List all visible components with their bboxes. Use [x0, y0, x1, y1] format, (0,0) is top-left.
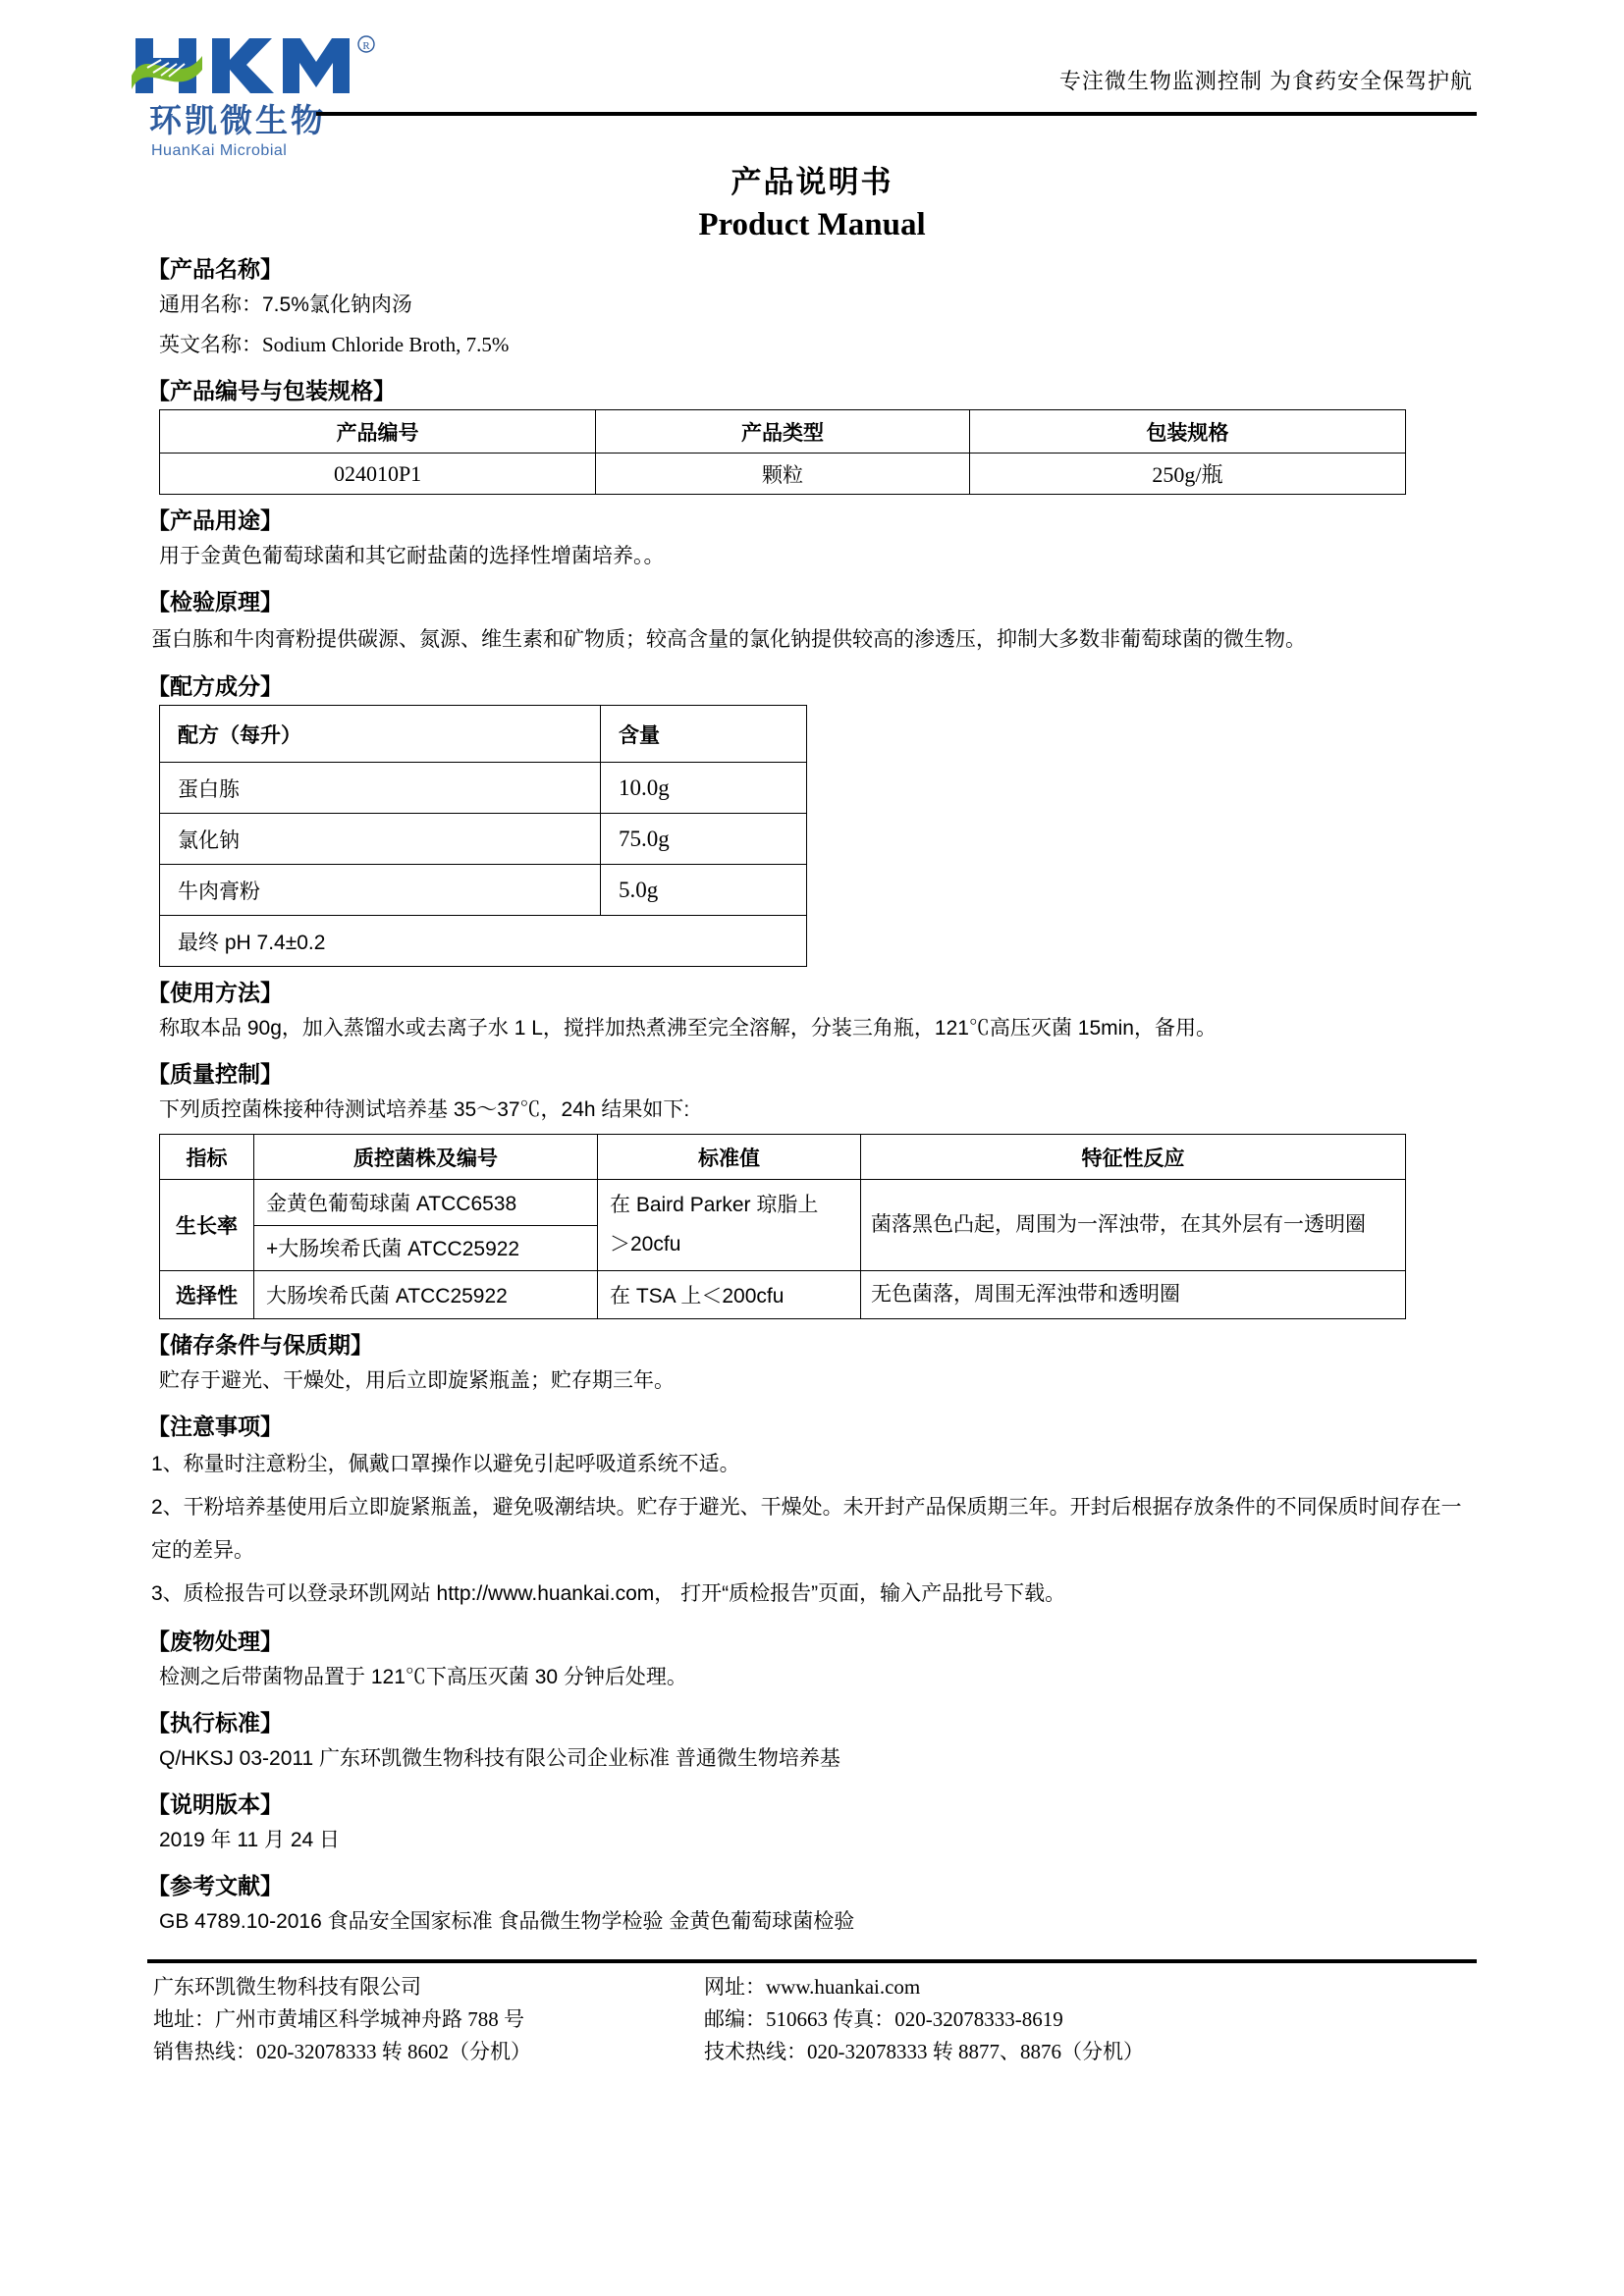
section-heading-purpose: 【产品用途】 [147, 507, 283, 533]
table-row-ph [160, 916, 807, 967]
section-heading-version: 【说明版本】 [147, 1791, 283, 1817]
cell-product-code: 024010P1 [160, 454, 596, 495]
page-header [147, 27, 1477, 159]
hkm-logo-icon [118, 32, 412, 99]
cell-amount-2: 75.0g [601, 814, 807, 865]
section-heading-quality-control: 【质量控制】 [147, 1061, 283, 1087]
footer-website-value: www.huankai.com [766, 1975, 921, 1999]
product-english-name-value: Sodium Chloride Broth, 7.5% [262, 333, 510, 356]
footer-tech-hotline: 技术热线：020-32078333 转 8877、8876（分机） [704, 2040, 1144, 2063]
col-indicator: 指标 [160, 1135, 254, 1180]
cell-amount-3: 5.0g [601, 865, 807, 916]
section-heading-storage: 【储存条件与保质期】 [147, 1332, 373, 1358]
table-row [160, 763, 807, 814]
col-content: 含量 [601, 706, 807, 763]
svg-text:R: R [362, 40, 370, 52]
cell-ingredient-2: 氯化钠 [160, 814, 601, 865]
cell-indicator-growth: 生长率 [160, 1180, 254, 1271]
footer-zip-fax: 邮编：510663 传真：020-32078333-8619 [704, 2007, 1063, 2031]
product-english-name-label: 英文名称： [159, 334, 262, 356]
header-tagline: 专注微生物监测控制 为食药安全保驾护航 [1058, 69, 1473, 93]
section-heading-formula: 【配方成分】 [147, 673, 283, 699]
quality-control-table [159, 1134, 1406, 1319]
footer-row-3 [147, 2036, 1477, 2068]
section-heading-references: 【参考文献】 [147, 1873, 283, 1898]
references-text: GB 4789.10-2016 食品安全国家标准 食品微生物学检验 金黄色葡萄球菌检验 [159, 1910, 855, 1933]
cell-final-ph: 最终 pH 7.4±0.2 [160, 916, 807, 967]
product-generic-name-value: 7.5%氯化钠肉汤 [262, 294, 412, 316]
version-text: 2019 年 11 月 24 日 [159, 1829, 341, 1851]
page-footer [147, 1971, 1477, 2068]
page-title-chinese: 产品说明书 [731, 165, 893, 199]
page-title-english: Product Manual [698, 207, 926, 242]
table-row [160, 1271, 1406, 1319]
section-heading-precautions: 【注意事项】 [147, 1414, 283, 1439]
cell-package-spec: 250g/瓶 [969, 454, 1405, 495]
footer-website [692, 1971, 1477, 2003]
table-row [160, 814, 807, 865]
cell-strain-1a: 金黄色葡萄球菌 ATCC6538 [254, 1180, 598, 1226]
col-product-code: 产品编号 [160, 410, 596, 454]
table-row [160, 865, 807, 916]
standard-line-1: 在 Baird Parker 琼脂上 [610, 1194, 819, 1216]
storage-text: 贮存于避光、干燥处，用后立即旋紧瓶盖；贮存期三年。 [159, 1369, 675, 1392]
product-english-name-row [147, 325, 1477, 365]
standard-text: Q/HKSJ 03-2011 广东环凯微生物科技有限公司企业标准 普通微生物培养基 [159, 1747, 840, 1770]
table-row [160, 1180, 1406, 1226]
product-code-table [159, 409, 1406, 495]
footer-company: 广东环凯微生物科技有限公司 [153, 1975, 421, 1999]
col-standard-value: 标准值 [598, 1135, 861, 1180]
col-package-spec: 包装规格 [969, 410, 1405, 454]
table-header-row [160, 410, 1406, 454]
col-characteristic-reaction: 特征性反应 [861, 1135, 1406, 1180]
table-header-row [160, 706, 807, 763]
col-strain: 质控菌株及编号 [254, 1135, 598, 1180]
section-heading-product-name: 【产品名称】 [147, 256, 283, 282]
logo-chinese-name: 环凯微生物 [149, 102, 326, 138]
section-heading-method: 【使用方法】 [147, 980, 283, 1005]
section-heading-standard: 【执行标准】 [147, 1710, 283, 1735]
cell-ingredient-1: 蛋白胨 [160, 763, 601, 814]
precaution-item-1: 1、称量时注意粉尘，佩戴口罩操作以避免引起呼吸道系统不适。 [151, 1453, 740, 1475]
cell-ingredient-3: 牛肉膏粉 [160, 865, 601, 916]
cell-strain-2: 大肠埃希氏菌 ATCC25922 [254, 1271, 598, 1319]
col-product-type: 产品类型 [596, 410, 970, 454]
section-heading-waste: 【废物处理】 [147, 1629, 283, 1654]
precaution-item-3: 3、质检报告可以登录环凯网站 http://www.huankai.com， 打开“质检报告”页面，输入产品批号下载。 [151, 1582, 1066, 1605]
cell-strain-1b: +大肠埃希氏菌 ATCC25922 [254, 1225, 598, 1271]
purpose-text: 用于金黄色葡萄球菌和其它耐盐菌的选择性增菌培养。。 [159, 545, 665, 567]
table-row [160, 454, 1406, 495]
footer-address: 地址：广州市黄埔区科学城神舟路 788 号 [153, 2007, 524, 2031]
cell-product-type: 颗粒 [596, 454, 970, 495]
company-logo [118, 32, 442, 160]
product-generic-name-row [147, 286, 1477, 325]
footer-divider [147, 1959, 1477, 1963]
footer-website-label: 网址： [704, 1975, 766, 1999]
cell-reaction-2: 无色菌落，周围无浑浊带和透明圈 [861, 1271, 1406, 1319]
footer-sales-hotline: 销售热线：020-32078333 转 8602（分机） [153, 2040, 531, 2063]
section-heading-code-spec: 【产品编号与包装规格】 [147, 378, 396, 403]
formula-table [159, 705, 807, 967]
cell-standard-2: 在 TSA 上＜200cfu [598, 1271, 861, 1319]
cell-standard-1 [598, 1180, 861, 1271]
footer-row-1 [147, 1971, 1477, 2003]
method-text: 称取本品 90g，加入蒸馏水或去离子水 1 L，搅拌加热煮沸至完全溶解，分装三角瓶，121℃高压灭菌 15min，备用。 [159, 1017, 1217, 1040]
cell-reaction-1: 菌落黑色凸起，周围为一浑浊带，在其外层有一透明圈 [861, 1180, 1406, 1271]
standard-line-2: ＞20cfu [610, 1233, 681, 1255]
cell-indicator-selectivity: 选择性 [160, 1271, 254, 1319]
waste-text: 检测之后带菌物品置于 121℃下高压灭菌 30 分钟后处理。 [159, 1666, 687, 1688]
precaution-item-2: 2、干粉培养基使用后立即旋紧瓶盖，避免吸潮结块。贮存于避光、干燥处。未开封产品保质期三年。开封后根据存放条件的不同保质时间存在一定的差异。 [151, 1496, 1462, 1562]
principle-text: 蛋白胨和牛肉膏粉提供碳源、氮源、维生素和矿物质；较高含量的氯化钠提供较高的渗透压，抑制大多数非葡萄球菌的微生物。 [151, 628, 1306, 651]
section-heading-principle: 【检验原理】 [147, 589, 283, 614]
footer-row-2 [147, 2003, 1477, 2036]
product-generic-name-label: 通用名称： [159, 294, 262, 316]
cell-amount-1: 10.0g [601, 763, 807, 814]
header-divider [316, 112, 1477, 116]
logo-english-name: HuanKai Microbial [151, 142, 288, 159]
table-header-row [160, 1135, 1406, 1180]
col-formula-per-liter: 配方（每升） [160, 706, 601, 763]
quality-control-intro: 下列质控菌株接种待测试培养基 35～37℃，24h 结果如下: [159, 1098, 690, 1121]
